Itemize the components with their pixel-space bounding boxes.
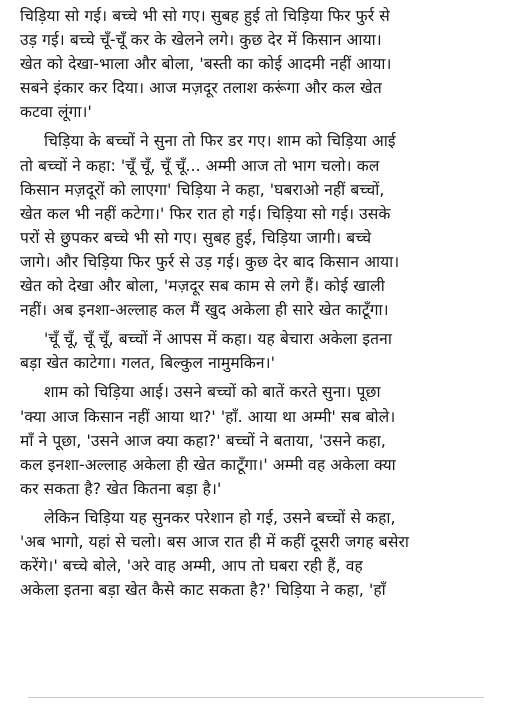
text-line: तो बच्चों ने कहा: 'चूँ चूँ, चूँ चूँ... अम्मी आज तो भाग चलो। कल — [20, 156, 380, 175]
text-line: उड़ गई। बच्चे चूँ-चूँ कर के खेलने लगे। कुछ देर में किसान आया। — [20, 31, 382, 50]
text-line: करेंगे।' बच्चे बोले, 'अरे वाह अम्मी, आप तो घबरा रही हैं, वह — [20, 557, 363, 576]
paragraph-3 — [20, 327, 492, 375]
text-line: जागे। और चिड़िया फिर फुर्र से उड़ गई। कुछ देर बाद किसान आया। — [20, 252, 400, 271]
text-line: 'क्या आज किसान नहीं आया था?' 'हाँ. आया था अम्मी' सब बोले। — [20, 407, 396, 426]
text-line: कल इनशा-अल्लाह अकेला ही खेत काटूँगा।' अम्मी वह अकेला क्या — [20, 455, 396, 474]
text-line: चिड़िया के बच्चों ने सुना तो फिर डर गए। शाम को चिड़िया आई — [44, 132, 396, 151]
paragraph-1 — [20, 4, 492, 124]
paragraph-2 — [20, 129, 492, 322]
text-line: अकेला इतना बड़ा खेत कैसे काट सकता है?' चिड़िया ने कहा, 'हाँ — [20, 581, 386, 600]
text-line: खेत को देखा-भाला और बोला, 'बस्ती का कोई आदमी नहीं आया। — [20, 55, 392, 74]
text-line: सबने इंकार कर दिया। आज मज़दूर तलाश करूंगा और कल खेत — [20, 79, 382, 98]
text-line: चिड़िया सो गई। बच्चे भी सो गए। सुबह हुई तो चिड़िया फिर फुर्र से — [20, 7, 390, 25]
text-line: शाम को चिड़िया आई। उसने बच्चों को बातें करते सुना। पूछा — [44, 383, 381, 402]
paragraph-4 — [20, 380, 492, 500]
text-line: 'चूँ चूँ, चूँ चूँ, बच्चों नें आपस में कहा। यह बेचारा अकेला इतना — [44, 330, 392, 349]
bottom-divider — [28, 697, 484, 698]
story-text — [20, 4, 492, 607]
text-line: किसान मज़दूरों को लाएगा' चिड़िया ने कहा, 'घबराओ नहीं बच्चों, — [20, 180, 385, 199]
text-line: कटवा लूंगा।' — [20, 103, 92, 122]
text-line: खेत को देखा और बोला, 'मज़दूर सब काम से लगे हैं। कोई खाली — [20, 277, 385, 296]
text-line: लेकिन चिड़िया यह सुनकर परेशान हो गई, उसने बच्चों से कहा, — [44, 508, 396, 527]
text-line: कर सकता है? खेत कितना बड़ा है।' — [20, 479, 222, 498]
text-line: माँ ने पूछा, 'उसने आज क्या कहा?' बच्चों ने बताया, 'उसने कहा, — [20, 431, 386, 450]
text-line: नहीं। अब इनशा-अल्लाह कल मैं खुद अकेला ही सारे खेत काटूँगा। — [20, 301, 389, 320]
text-line: खेत कल भी नहीं कटेगा।' फिर रात हो गई। चिड़िया सो गई। उसके — [20, 204, 391, 223]
text-line: 'अब भागो, यहां से चलो। बस आज रात ही में कहीं दूसरी जगह बसेरा — [20, 532, 409, 551]
text-line: परों से छुपकर बच्चे भी सो गए। सुबह हुई, चिड़िया जागी। बच्चे — [20, 228, 372, 247]
text-line: बड़ा खेत काटेगा। गलत, बिल्कुल नामुमकिन।' — [20, 354, 276, 373]
paragraph-5 — [20, 506, 492, 602]
